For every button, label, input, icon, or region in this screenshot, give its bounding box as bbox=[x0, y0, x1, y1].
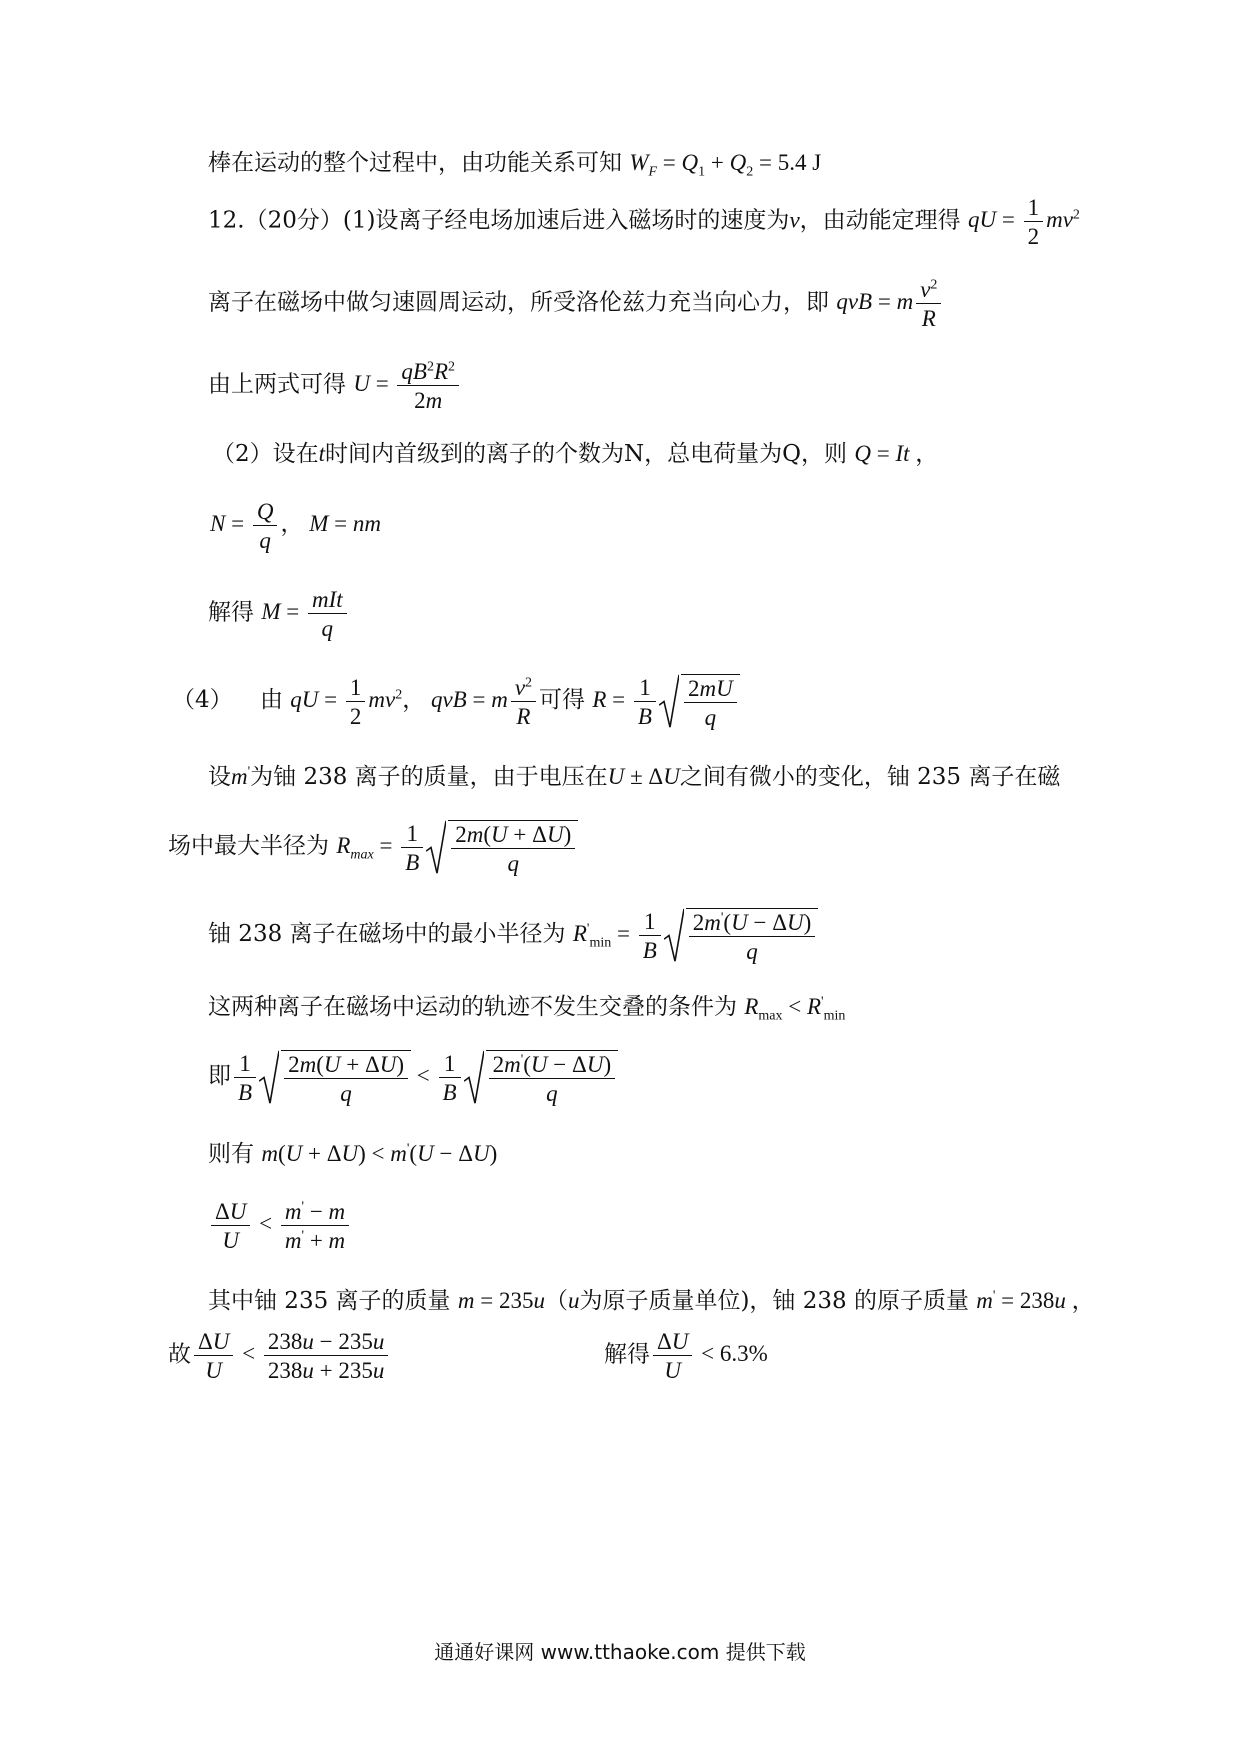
text-u-result: 由上两式可得 bbox=[208, 371, 346, 398]
line-condition bbox=[208, 995, 845, 1024]
eq-lorentz: qvB = m $\frac{v^2}{R}$ bbox=[836, 289, 944, 314]
var-v: v bbox=[789, 207, 800, 233]
eq-part4-a: qU = $\frac{1}{2}$ $mv^2$， qvB = m $\frac{v^2}{R}$ bbox=[290, 687, 539, 712]
text-rmax: 场中最大半径为 bbox=[168, 832, 329, 859]
line-part4 bbox=[172, 674, 740, 729]
text-mprime-2: 为铀 238 离子的质量，由于电压在 bbox=[250, 764, 608, 790]
line-q12-intro bbox=[208, 196, 1080, 248]
eq-kinetic: qU = $\frac{1}{2}$ $mv^2$ bbox=[967, 195, 1080, 249]
text-final-result: 解得 bbox=[604, 1341, 650, 1368]
eq-m235: m = 235u bbox=[457, 1288, 545, 1313]
text-mprime: 设 bbox=[208, 764, 231, 790]
eq-work: $W_F = Q_1 + Q_2 = 5.4$ J bbox=[629, 150, 822, 180]
line-rmin bbox=[208, 908, 818, 963]
line-masses bbox=[208, 1289, 1095, 1313]
text-part4-label: （4） bbox=[172, 686, 233, 713]
line-u-result bbox=[208, 360, 462, 412]
line-ratio bbox=[208, 1200, 352, 1252]
text-lorentz: 离子在磁场中做匀速圆周运动，所受洛伦兹力充当向心力，即 bbox=[208, 289, 829, 316]
text-part2-2: 时间内首级到的离子的个数为N，总电荷量为Q，则 bbox=[325, 441, 848, 467]
text-masses-2: （ bbox=[544, 1288, 568, 1314]
text-final: 故 bbox=[168, 1341, 191, 1368]
eq-final-ratio: $\frac{\Delta U}{U}$ < $\frac{238u - 235u}{238u + 235u}$ bbox=[191, 1341, 391, 1366]
line-mprime bbox=[208, 765, 1060, 789]
text-part2: （2）设在 bbox=[212, 441, 319, 467]
text-mprime-3: 之间有微小的变化，铀 235 离子在磁 bbox=[679, 764, 1061, 790]
line-then bbox=[208, 1142, 497, 1166]
var-u: u bbox=[567, 1288, 580, 1313]
line-inequality bbox=[208, 1050, 618, 1105]
text-energy: 棒在运动的整个过程中，由功能关系可知 bbox=[208, 150, 622, 176]
text-q12-2: ，由动能定理得 bbox=[799, 207, 961, 234]
line-final bbox=[168, 1330, 391, 1382]
eq-r: R = $\frac{1}{B}$ $\frac{2mU}{q}$ bbox=[592, 687, 739, 712]
eq-ratio: $\frac{\Delta U}{U}$ < $\frac{m' - m}{m' + m}$ bbox=[208, 1211, 352, 1236]
line-energy bbox=[208, 151, 821, 180]
text-masses: 其中铀 235 离子的质量 bbox=[208, 1288, 451, 1314]
line-lorentz bbox=[208, 278, 944, 330]
eq-rmax: $R_{max}$ = $\frac{1}{B}$ $\frac{2m(U + \Delta U)}{q}$ bbox=[336, 833, 578, 858]
text-rmin: 铀 238 离子在磁场中的最小半径为 bbox=[208, 920, 566, 947]
line-part2 bbox=[212, 442, 938, 466]
eq-final-result: $\frac{\Delta U}{U}$ < 6.3% bbox=[650, 1341, 768, 1366]
eq-q: Q = It ， bbox=[854, 441, 939, 466]
text-inequality: 即 bbox=[208, 1062, 231, 1089]
line-m-result bbox=[208, 588, 350, 640]
line-n-m bbox=[210, 500, 381, 552]
eq-n: N = $\frac{Q}{q}$ ， M = nm bbox=[210, 499, 381, 553]
eq-then: m(U + ΔU) < m'(U − ΔU) bbox=[261, 1141, 498, 1166]
text-masses-3: 为原子质量单位)，铀 238 的原子质量 bbox=[579, 1288, 969, 1314]
eq-m238: m' = 238u ， bbox=[976, 1288, 1095, 1313]
text-part4-2: 可得 bbox=[539, 686, 586, 713]
eq-u-range: U ± ΔU bbox=[607, 764, 680, 789]
line-rmax bbox=[168, 820, 578, 875]
text-m-result: 解得 bbox=[208, 599, 254, 626]
eq-u: U = $\frac{qB^2R^2}{2m}$ bbox=[353, 371, 462, 396]
eq-inequality: $\frac{1}{B}$ $\frac{2m(U + \Delta U)}{q}$ < $\frac{1}{B}$ $\frac{2m'(U - \Delta U)}{q}$ bbox=[231, 1063, 618, 1088]
eq-rmin: $R'_{min}$ = $\frac{1}{B}$ $\frac{2m'(U - \Delta U)}{q}$ bbox=[573, 921, 818, 946]
eq-m: M = $\frac{\text{mIt}}{q}$ bbox=[261, 599, 349, 624]
line-final-result bbox=[604, 1330, 768, 1382]
eq-condition: $R_{max} < R'_{min}$ bbox=[744, 994, 846, 1024]
var-t: t bbox=[318, 441, 326, 466]
page-footer: 通通好课网 www.tthaoke.com 提供下载 bbox=[434, 1640, 806, 1664]
var-mprime: m' bbox=[231, 764, 251, 789]
text-condition: 这两种离子在磁场中运动的轨迹不发生交叠的条件为 bbox=[208, 994, 737, 1020]
text-part4: 由 bbox=[259, 686, 283, 713]
text-q12: 12.（20分）(1)设离子经电场加速后进入磁场时的速度为 bbox=[208, 207, 790, 234]
text-then: 则有 bbox=[208, 1141, 254, 1167]
